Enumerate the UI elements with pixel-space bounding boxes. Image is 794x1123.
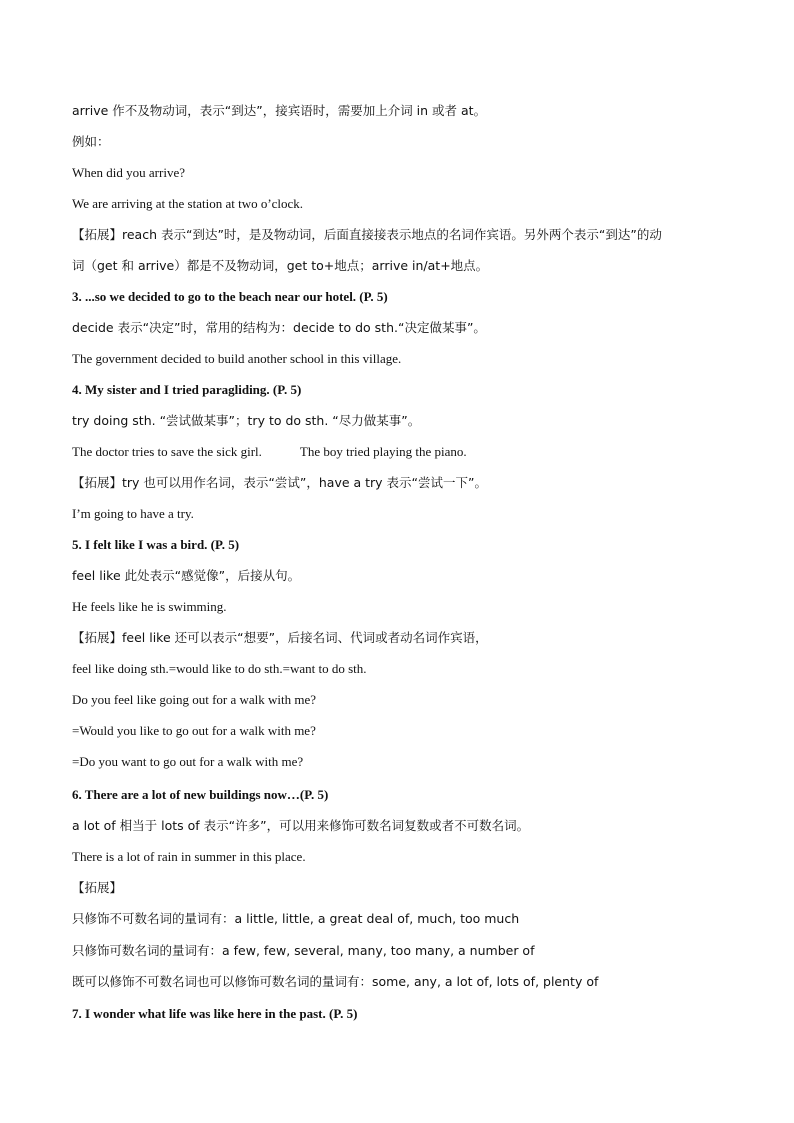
text-line: a lot of 相当于 lots of 表示“许多”，可以用来修饰可数名词复数或者不可数名词。 [72,818,530,833]
text-line: 例如： [72,134,110,149]
text-line: decide 表示“决定”时，常用的结构为：decide to do sth.“决定做某事”。 [72,320,486,335]
section-heading: 6. There are a lot of new buildings now…(P. 5) [72,787,329,802]
extension-note: 【拓展】reach 表示“到达”时，是及物动词，后面直接接表示地点的名词作宾语。另外两个表示“到达”的动 [72,227,662,242]
section-heading: 7. I wonder what life was like here in the past. (P. 5) [72,1006,358,1021]
text-line: feel like doing sth.=would like to do sth.=want to do sth. [72,661,367,676]
example-sentence: Do you feel like going out for a walk with me? [72,692,317,707]
text-line: 只修饰不可数名词的量词有：a little, little, a great deal of, much, too much [72,911,520,926]
text-line: 只修饰可数名词的量词有：a few, few, several, many, too many, a number of [72,943,535,958]
extension-note: 【拓展】feel like 还可以表示“想要”，后接名词、代词或者动名词作宾语， [72,630,488,645]
example-sentence: The government decided to build another school in this village. [72,351,402,366]
text-line: feel like 此处表示“感觉像”，后接从句。 [72,568,301,583]
section-heading: 4. My sister and I tried paragliding. (P. 5) [72,382,302,397]
extension-note: 【拓展】 [72,880,123,895]
example-sentence: The doctor tries to save the sick girl. [72,444,262,459]
extension-note: 【拓展】try 也可以用作名词，表示“尝试”，have a try 表示“尝试一下”。 [72,475,488,490]
text-line: arrive 作不及物动词，表示“到达”，接宾语时，需要加上介词 in 或者 at。 [72,103,487,118]
text-line: try doing sth. “尝试做某事”；try to do sth. “尽力做某事”。 [72,413,421,428]
example-sentence: When did you arrive? [72,165,185,180]
example-sentence: =Would you like to go out for a walk with me? [72,723,316,738]
example-sentence: The boy tried playing the piano. [299,444,467,459]
example-sentence: There is a lot of rain in summer in this place. [72,849,306,864]
example-sentence: =Do you want to go out for a walk with me? [72,754,304,769]
example-sentence-row [72,444,732,460]
text-line: 既可以修饰不可数名词也可以修饰可数名词的量词有：some, any, a lot of, lots of, plenty of [72,974,599,989]
extension-note: 词（get 和 arrive）都是不及物动词，get to+地点；arrive in/at+地点。 [72,258,489,273]
section-heading: 3. ...so we decided to go to the beach near our hotel. (P. 5) [72,289,388,304]
example-sentence: We are arriving at the station at two o’clock. [72,196,304,211]
section-heading: 5. I felt like I was a bird. (P. 5) [72,537,240,552]
example-sentence: I’m going to have a try. [72,506,194,521]
example-sentence: He feels like he is swimming. [72,599,227,614]
